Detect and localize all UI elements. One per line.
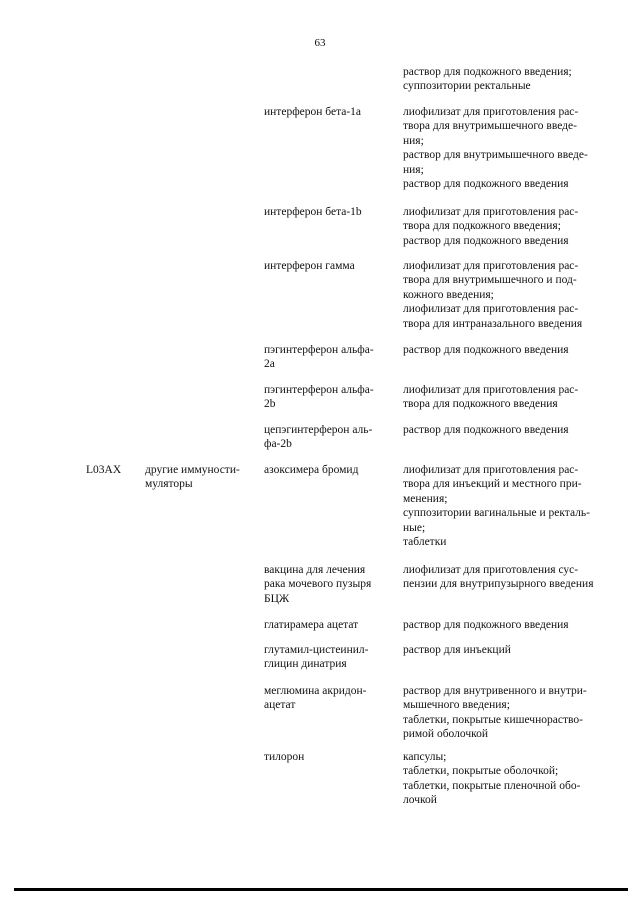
drug-name: [264, 423, 392, 452]
drug-name-line: 2b: [264, 398, 276, 411]
drug-name-line: рака мочевого пузыря: [264, 578, 372, 591]
drug-name: [264, 343, 392, 372]
dosage-forms-line: менения;: [403, 492, 448, 505]
dosage-forms-line: суппозитории вагинальные и ректаль-: [403, 507, 590, 520]
drug-name: [264, 750, 392, 764]
drug-name-line: пэгинтерферон альфа-: [264, 384, 374, 396]
dosage-forms-line: мышечного введения;: [403, 699, 510, 712]
dosage-forms: [403, 463, 625, 549]
drug-name-line: глутамил-цистеинил-: [264, 644, 369, 656]
drug-name: [264, 563, 392, 606]
dosage-forms-line: раствор для подкожного введения: [403, 424, 569, 436]
dosage-forms-line: ные;: [403, 521, 426, 534]
dosage-forms: [403, 750, 625, 808]
drug-name-line: фа-2b: [264, 438, 292, 451]
drug-name-line: цепэгинтерферон аль-: [264, 424, 373, 436]
bottom-rule: [14, 888, 628, 891]
dosage-forms-line: твора для инъекций и местного при-: [403, 478, 582, 491]
drug-name: [264, 463, 392, 477]
page-number: 63: [314, 37, 326, 49]
dosage-forms-line: ния;: [403, 163, 424, 176]
dosage-forms-line: лиофилизат для приготовления рас-: [403, 464, 579, 476]
dosage-forms-line: раствор для подкожного введения: [403, 178, 569, 191]
drug-name-line: глицин динатрия: [264, 658, 347, 671]
dosage-forms-line: лочкой: [403, 794, 437, 807]
dosage-forms-line: римой оболочкой: [403, 728, 489, 741]
dosage-forms-line: твора для подкожного введения;: [403, 220, 561, 233]
dosage-forms-line: таблетки, покрытые кишечнораство-: [403, 713, 583, 726]
therapeutic-group: [145, 463, 255, 492]
dosage-forms-line: раствор для подкожного введения;: [403, 66, 572, 78]
drug-name: [264, 105, 392, 119]
drug-name: [264, 383, 392, 412]
drug-name-line: БЦЖ: [264, 592, 290, 605]
dosage-forms: [403, 105, 625, 191]
drug-name-line: азоксимера бромид: [264, 464, 359, 476]
dosage-forms-line: твора для интраназального введения: [403, 317, 583, 330]
drug-name-line: интерферон бета-1a: [264, 106, 362, 118]
drug-name-line: глатирамера ацетат: [264, 619, 359, 631]
dosage-forms-line: ния;: [403, 134, 424, 147]
dosage-forms: [403, 343, 625, 357]
dosage-forms-line: капсулы;: [403, 751, 447, 763]
dosage-forms: [403, 643, 625, 657]
drug-name-line: пэгинтерферон альфа-: [264, 344, 374, 356]
dosage-forms-line: таблетки: [403, 536, 447, 549]
dosage-forms: [403, 205, 625, 248]
dosage-forms-line: твора для внутримышечного введе-: [403, 120, 577, 133]
drug-name: [264, 618, 392, 632]
dosage-forms: [403, 618, 625, 632]
dosage-forms-line: раствор для подкожного введения: [403, 344, 569, 356]
dosage-forms-line: твора для подкожного введения: [403, 398, 558, 411]
dosage-forms-line: кожного введения;: [403, 288, 494, 301]
drug-name: [264, 643, 392, 672]
drug-name: [264, 259, 392, 273]
drug-name-line: интерферон бета-1b: [264, 206, 362, 218]
dosage-forms: [403, 684, 625, 742]
dosage-forms-line: лиофилизат для приготовления сус-: [403, 564, 579, 576]
dosage-forms: [403, 563, 625, 592]
dosage-forms-line: суппозитории ректальные: [403, 80, 531, 93]
dosage-forms-line: раствор для подкожного введения: [403, 619, 569, 631]
dosage-forms-line: таблетки, покрытые оболочкой;: [403, 765, 559, 778]
dosage-forms-line: пензии для внутрипузырного введения: [403, 578, 594, 591]
dosage-forms-line: лиофилизат для приготовления рас-: [403, 106, 579, 118]
dosage-forms-line: лиофилизат для приготовления рас-: [403, 206, 579, 218]
dosage-forms-line: раствор для подкожного введения: [403, 234, 569, 247]
dosage-forms-line: раствор для внутримышечного введе-: [403, 149, 588, 162]
dosage-forms: [403, 259, 625, 331]
dosage-forms-line: лиофилизат для приготовления рас-: [403, 260, 579, 272]
dosage-forms: [403, 65, 625, 94]
dosage-forms-line: лиофилизат для приготовления рас-: [403, 384, 579, 396]
drug-name-line: интерферон гамма: [264, 260, 355, 272]
drug-name: [264, 205, 392, 219]
drug-name-line: тилорон: [264, 751, 305, 763]
dosage-forms-line: лиофилизат для приготовления рас-: [403, 303, 579, 316]
dosage-forms: [403, 383, 625, 412]
drug-name-line: меглюмина акридон-: [264, 685, 367, 697]
drug-name-line: вакцина для лечения: [264, 564, 366, 576]
dosage-forms-line: раствор для инъекций: [403, 644, 511, 656]
dosage-forms-line: твора для внутримышечного и под-: [403, 274, 577, 287]
dosage-forms-line: раствор для внутривенного и внутри-: [403, 685, 587, 697]
drug-name-line: ацетат: [264, 699, 296, 712]
dosage-forms: [403, 423, 625, 437]
drug-name: [264, 684, 392, 713]
atc-code: L03AX: [86, 464, 122, 476]
drug-name-line: 2a: [264, 358, 275, 371]
dosage-forms-line: таблетки, покрытые пленочной обо-: [403, 779, 581, 792]
therapeutic-group-line: муляторы: [145, 478, 193, 491]
therapeutic-group-line: другие иммуности-: [145, 464, 240, 476]
